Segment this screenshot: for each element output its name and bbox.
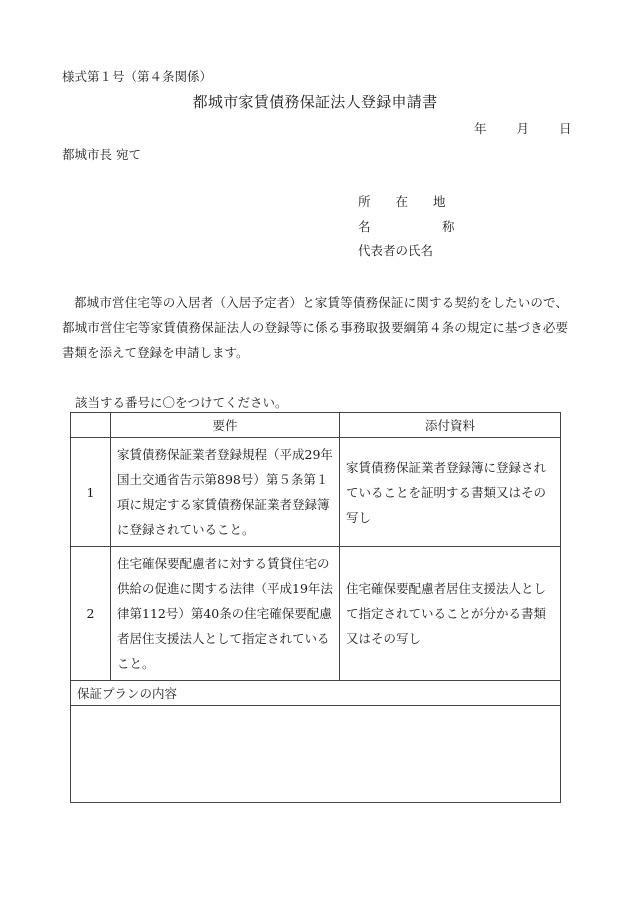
name-label-first: 名	[358, 219, 371, 234]
plan-label: 保証プランの内容	[71, 681, 561, 706]
date-year-label: 年	[474, 121, 487, 136]
attachment-cell: 家賃債務保証業者登録簿に登録されていることを証明する書類又はその写し	[340, 438, 561, 547]
table-row	[71, 438, 561, 547]
applicant-name-label	[358, 217, 455, 235]
date-day-label: 日	[559, 121, 572, 136]
application-statement: 都城市営住宅等の入居者（入居予定者）と家賃等債務保証に関する契約をしたいので、都城市営住宅等家賃債務保証法人の登録等に係る事務取扱要綱第４条の規定に基づき必要書類を添えて登録を申請します。	[62, 295, 568, 360]
header-attachment: 添付資料	[340, 413, 561, 438]
form-number: 様式第１号（第４条関係）	[62, 69, 213, 84]
applicant-address-label: 所 在 地	[358, 194, 446, 209]
attachment-cell: 住宅確保要配慮者居住支援法人として指定されていることが分かる書類又はその写し	[340, 547, 561, 681]
date-line	[474, 119, 572, 137]
requirements-table	[70, 412, 561, 803]
date-month-label: 月	[516, 121, 530, 136]
row-number-selectable[interactable]: 1	[71, 438, 111, 547]
plan-header-row	[71, 681, 561, 706]
requirement-cell: 家賃債務保証業者登録規程（平成29年国土交通省告示第898号）第５条第１項に規定する家賃債務保証業者登録簿に登録されていること。	[111, 438, 340, 547]
header-number	[71, 413, 111, 438]
table-row	[71, 547, 561, 681]
applicant-representative-label: 代表者の氏名	[358, 243, 434, 258]
row-number-selectable[interactable]: 2	[71, 547, 111, 681]
instruction-text: 該当する番号に〇をつけてください。	[75, 395, 288, 410]
table-header-row	[71, 413, 561, 438]
header-requirement: 要件	[111, 413, 340, 438]
plan-content-field[interactable]	[71, 706, 561, 803]
addressee: 都城市長 宛て	[62, 147, 141, 162]
name-label-second: 称	[442, 219, 455, 234]
requirement-cell: 住宅確保要配慮者に対する賃貸住宅の供給の促進に関する法律（平成19年法律第112号）第40条の住宅確保要配慮者居住支援法人として指定されていること。	[111, 547, 340, 681]
plan-content-row	[71, 706, 561, 803]
document-title: 都城市家賃債務保証法人登録申請書	[192, 93, 438, 111]
